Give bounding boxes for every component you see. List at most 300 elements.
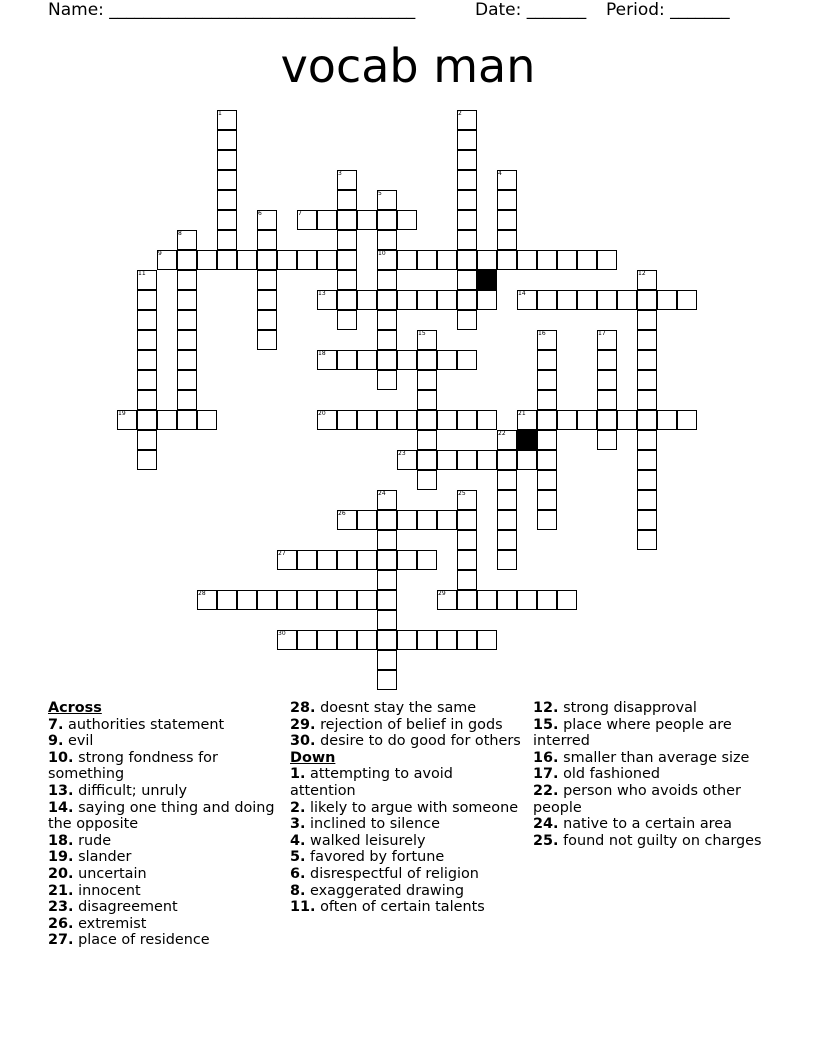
crossword-cell[interactable] [297,550,317,570]
crossword-cell[interactable] [337,410,357,430]
clue-number: 21. [48,882,74,899]
crossword-cell[interactable] [617,290,637,310]
crossword-cell[interactable] [377,350,397,370]
crossword-cell[interactable] [457,210,477,230]
clue-text: often of certain talents [315,899,485,916]
crossword-cell[interactable] [337,210,357,230]
crossword-cell[interactable] [637,490,657,510]
clue-number: 28. [290,700,316,716]
crossword-cell[interactable] [457,170,477,190]
clue-item [533,833,763,850]
clue-number: 13. [48,782,74,799]
clue-number: 30. [290,733,316,750]
crossword-cell[interactable] [177,310,197,330]
clue-item [290,816,522,833]
crossword-cell[interactable] [597,290,617,310]
clue-item [48,932,283,949]
clue-text: disrespectful of religion [305,865,479,882]
crossword-cell[interactable] [357,410,377,430]
crossword-cell[interactable] [237,250,257,270]
clue-item [533,750,763,767]
crossword-cell[interactable] [417,250,437,270]
clue-number-label: 6 [258,210,262,217]
crossword-cell[interactable] [417,510,437,530]
crossword-cell[interactable] [437,450,457,470]
clue-number: 10. [48,749,74,766]
crossword-cell[interactable] [377,590,397,610]
crossword-cell[interactable] [177,370,197,390]
clue-number-label: 19 [118,410,126,417]
crossword-cell[interactable] [577,250,597,270]
crossword-cell[interactable] [337,190,357,210]
across-heading: Across [48,700,102,716]
crossword-cell[interactable] [217,150,237,170]
clue-number: 1. [290,766,306,783]
clue-item [48,783,283,800]
clue-number: 23. [48,899,74,916]
crossword-cell[interactable] [377,410,397,430]
crossword-cell[interactable] [157,410,177,430]
crossword-cell[interactable] [417,390,437,410]
crossword-cell[interactable] [637,470,657,490]
clue-number-label: 21 [518,410,526,417]
crossword-cell[interactable] [537,250,557,270]
clue-text: exaggerated drawing [305,882,464,899]
crossword-cell[interactable] [557,290,577,310]
crossword-cell[interactable] [637,330,657,350]
crossword-cell[interactable] [497,190,517,210]
crossword-cell[interactable] [237,590,257,610]
crossword-cell[interactable] [357,550,377,570]
clue-item [290,766,522,799]
clue-number-label: 7 [298,210,302,217]
crossword-cell[interactable] [457,130,477,150]
crossword-cell[interactable] [317,210,337,230]
crossword-cell[interactable] [457,310,477,330]
crossword-cell[interactable] [637,410,657,430]
crossword-cell[interactable] [137,310,157,330]
clue-item [533,717,763,750]
clue-item [48,849,283,866]
date-field-label: Date: _______ [475,0,587,20]
clue-number-label: 17 [598,330,606,337]
crossword-cell[interactable] [397,250,417,270]
name-field-label: Name: ____________________________________ [48,0,416,20]
crossword-cell[interactable] [377,550,397,570]
clue-text: rejection of belief in gods [315,716,503,733]
clue-item [48,916,283,933]
crossword-cell[interactable] [377,330,397,350]
crossword-cell[interactable] [457,190,477,210]
crossword-cell[interactable] [537,470,557,490]
period-field-label: Period: _______ [606,0,730,20]
crossword-cell[interactable] [377,570,397,590]
crossword-cell[interactable] [377,230,397,250]
clue-number-label: 16 [538,330,546,337]
crossword-cell[interactable] [337,290,357,310]
crossword-cell[interactable] [137,430,157,450]
clue-number-label: 5 [378,190,382,197]
crossword-cell[interactable] [197,410,217,430]
clue-item [290,717,522,734]
crossword-cell[interactable] [637,430,657,450]
crossword-cell[interactable] [457,590,477,610]
crossword-cell[interactable] [577,410,597,430]
crossword-cell[interactable] [417,470,437,490]
clue-number-label: 22 [498,430,506,437]
crossword-cell[interactable] [177,250,197,270]
crossword-cell[interactable] [497,470,517,490]
crossword-cell[interactable] [357,210,377,230]
crossword-cell[interactable] [437,290,457,310]
clue-text: slander [73,849,132,866]
crossword-cell[interactable] [257,250,277,270]
crossword-cell[interactable] [337,310,357,330]
clue-number-label: 18 [318,350,326,357]
crossword-cell[interactable] [597,390,617,410]
crossword-cell[interactable] [137,450,157,470]
crossword-cell[interactable] [197,250,217,270]
clue-number: 20. [48,865,74,882]
clue-text: native to a certain area [558,816,732,833]
crossword-cell[interactable] [137,290,157,310]
clue-column-1 [48,700,283,949]
crossword-cell[interactable] [377,210,397,230]
clue-number: 29. [290,716,316,733]
crossword-cell[interactable] [537,350,557,370]
crossword-cell[interactable] [297,630,317,650]
crossword-cell[interactable] [397,630,417,650]
clue-number-label: 28 [198,590,206,597]
crossword-cell[interactable] [637,390,657,410]
crossword-cell[interactable] [657,410,677,430]
crossword-cell[interactable] [217,590,237,610]
crossword-cell[interactable] [437,630,457,650]
crossword-cell[interactable] [417,290,437,310]
crossword-cell[interactable] [457,410,477,430]
crossword-cell[interactable] [497,590,517,610]
crossword-cell[interactable] [457,630,477,650]
crossword-cell[interactable] [257,330,277,350]
crossword-cell[interactable] [597,350,617,370]
crossword-cell[interactable] [317,250,337,270]
crossword-cell[interactable] [377,370,397,390]
crossword-cell[interactable] [177,330,197,350]
crossword-cell[interactable] [457,270,477,290]
crossword-cell[interactable] [257,590,277,610]
crossword-cell[interactable] [377,530,397,550]
crossword-cell[interactable] [377,630,397,650]
crossword-cell[interactable] [357,350,377,370]
crossword-cell[interactable] [137,330,157,350]
crossword-cell[interactable] [677,410,697,430]
blocked-cell [477,270,497,290]
crossword-cell[interactable] [497,550,517,570]
crossword-cell[interactable] [597,430,617,450]
crossword-cell[interactable] [317,630,337,650]
crossword-cell[interactable] [257,290,277,310]
clue-number-label: 3 [338,170,342,177]
crossword-cell[interactable] [137,350,157,370]
clue-number-label: 10 [378,250,386,257]
crossword-cell[interactable] [617,410,637,430]
clue-text: place of residence [73,932,210,949]
crossword-cell[interactable] [217,250,237,270]
clue-number: 7. [48,716,64,733]
clue-number-label: 27 [278,550,286,557]
crossword-cell[interactable] [637,530,657,550]
crossword-cell[interactable] [397,550,417,570]
crossword-cell[interactable] [217,230,237,250]
clue-number-label: 30 [278,630,286,637]
clue-text: smaller than average size [558,749,750,766]
crossword-cell[interactable] [477,250,497,270]
clue-number-label: 25 [458,490,466,497]
crossword-cell[interactable] [217,190,237,210]
crossword-cell[interactable] [437,250,457,270]
crossword-cell[interactable] [377,510,397,530]
crossword-cell[interactable] [397,410,417,430]
crossword-cell[interactable] [177,290,197,310]
crossword-cell[interactable] [557,590,577,610]
crossword-cell[interactable] [457,510,477,530]
crossword-cell[interactable] [357,510,377,530]
clue-item [290,899,522,916]
clue-number-label: 2 [458,110,462,117]
crossword-cell[interactable] [497,450,517,470]
crossword-cell[interactable] [277,590,297,610]
crossword-cell[interactable] [177,390,197,410]
crossword-cell[interactable] [657,290,677,310]
clue-item [533,816,763,833]
clue-item [48,717,283,734]
clue-number: 19. [48,849,74,866]
clue-text: attempting to avoid attention [290,766,453,799]
crossword-cell[interactable] [597,370,617,390]
crossword-cell[interactable] [377,310,397,330]
crossword-cell[interactable] [457,250,477,270]
crossword-cell[interactable] [477,590,497,610]
crossword-cell[interactable] [557,410,577,430]
crossword-cell[interactable] [417,430,437,450]
crossword-cell[interactable] [457,290,477,310]
clue-number: 4. [290,832,306,849]
down-clues [290,766,522,915]
crossword-cell[interactable] [437,410,457,430]
crossword-cell[interactable] [417,550,437,570]
crossword-cell[interactable] [537,430,557,450]
crossword-cell[interactable] [537,490,557,510]
crossword-cell[interactable] [537,590,557,610]
clue-item [48,750,283,783]
crossword-cell[interactable] [417,450,437,470]
crossword-cell[interactable] [537,370,557,390]
crossword-cell[interactable] [457,450,477,470]
crossword-cell[interactable] [357,290,377,310]
crossword-cell[interactable] [357,630,377,650]
crossword-cell[interactable] [217,170,237,190]
clue-text: inclined to silence [305,816,441,833]
crossword-cell[interactable] [537,290,557,310]
crossword-cell[interactable] [337,350,357,370]
crossword-cell[interactable] [417,410,437,430]
crossword-cell[interactable] [517,450,537,470]
crossword-cell[interactable] [517,590,537,610]
clue-number-label: 8 [178,230,182,237]
crossword-cell[interactable] [497,510,517,530]
crossword-cell[interactable] [497,250,517,270]
crossword-cell[interactable] [137,370,157,390]
clue-column-2 [290,700,522,916]
crossword-cell[interactable] [337,250,357,270]
crossword-cell[interactable] [337,270,357,290]
crossword-cell[interactable] [337,550,357,570]
crossword-cell[interactable] [257,310,277,330]
crossword-cell[interactable] [457,150,477,170]
clue-number-label: 12 [638,270,646,277]
clue-number-label: 15 [418,330,426,337]
crossword-cell[interactable] [377,610,397,630]
crossword-cell[interactable] [637,450,657,470]
crossword-cell[interactable] [377,670,397,690]
clue-text: difficult; unruly [73,782,188,799]
clue-number: 24. [533,816,559,833]
crossword-cell[interactable] [397,510,417,530]
clue-item [48,899,283,916]
crossword-cell[interactable] [137,410,157,430]
crossword-cell[interactable] [217,210,237,230]
down-heading: Down [290,749,336,766]
crossword-cell[interactable] [377,290,397,310]
crossword-cell[interactable] [637,290,657,310]
crossword-cell[interactable] [177,410,197,430]
clue-number: 5. [290,849,306,866]
clue-number-label: 23 [398,450,406,457]
crossword-cell[interactable] [597,250,617,270]
crossword-cell[interactable] [457,230,477,250]
crossword-cell[interactable] [297,250,317,270]
puzzle-title: vocab man [280,39,536,93]
clue-number-label: 14 [518,290,526,297]
crossword-cell[interactable] [397,350,417,370]
crossword-cell[interactable] [397,290,417,310]
crossword-cell[interactable] [397,210,417,230]
crossword-cell[interactable] [457,530,477,550]
clue-number: 3. [290,816,306,833]
clue-item [290,833,522,850]
crossword-cell[interactable] [477,290,497,310]
crossword-cell[interactable] [537,450,557,470]
clue-text: desire to do good for others [315,733,521,750]
crossword-cell[interactable] [417,370,437,390]
clue-item [290,733,522,750]
crossword-cell[interactable] [597,410,617,430]
clue-number-label: 9 [158,250,162,257]
crossword-cell[interactable] [457,570,477,590]
crossword-cell[interactable] [637,310,657,330]
crossword-cell[interactable] [517,250,537,270]
crossword-cell[interactable] [457,350,477,370]
crossword-cell[interactable] [637,350,657,370]
crossword-cell[interactable] [477,630,497,650]
crossword-cell[interactable] [377,650,397,670]
crossword-cell[interactable] [337,230,357,250]
crossword-cell[interactable] [277,250,297,270]
crossword-cell[interactable] [177,270,197,290]
clue-text: innocent [73,882,141,899]
clue-item [533,783,763,816]
crossword-cell[interactable] [417,630,437,650]
crossword-cell[interactable] [637,370,657,390]
clue-number-label: 1 [218,110,222,117]
crossword-cell[interactable] [317,590,337,610]
clue-item [290,800,522,817]
clue-number: 27. [48,932,74,949]
crossword-cell[interactable] [577,290,597,310]
crossword-cell[interactable] [317,550,337,570]
crossword-cell[interactable] [357,590,377,610]
crossword-cell[interactable] [437,510,457,530]
crossword-cell[interactable] [497,490,517,510]
clue-number-label: 4 [498,170,502,177]
clue-number: 11. [290,899,316,916]
clue-number: 2. [290,799,306,816]
clue-number-label: 24 [378,490,386,497]
clue-item [48,800,283,833]
crossword-cell[interactable] [637,510,657,530]
crossword-cell[interactable] [437,350,457,370]
crossword-cell[interactable] [497,230,517,250]
crossword-cell[interactable] [537,410,557,430]
crossword-cell[interactable] [537,390,557,410]
crossword-cell[interactable] [677,290,697,310]
clue-text: walked leisurely [305,832,426,849]
crossword-cell[interactable] [477,450,497,470]
clue-number: 22. [533,782,559,799]
clue-number: 15. [533,716,559,733]
crossword-cell[interactable] [377,270,397,290]
clue-text: rude [73,832,112,849]
crossword-cell[interactable] [477,410,497,430]
clue-text: likely to argue with someone [305,799,519,816]
crossword-cell[interactable] [177,350,197,370]
crossword-cell[interactable] [417,350,437,370]
clue-number: 9. [48,733,64,750]
crossword-cell[interactable] [557,250,577,270]
crossword-cell[interactable] [257,270,277,290]
crossword-cell[interactable] [297,590,317,610]
crossword-cell[interactable] [337,630,357,650]
across-clues-continued [290,700,522,750]
crossword-cell[interactable] [497,210,517,230]
clue-number: 17. [533,766,559,783]
crossword-cell[interactable] [457,550,477,570]
clue-item [290,700,522,717]
clue-item [48,733,283,750]
crossword-cell[interactable] [497,530,517,550]
crossword-cell[interactable] [137,390,157,410]
crossword-cell[interactable] [537,510,557,530]
crossword-cell[interactable] [217,130,237,150]
clue-number: 14. [48,799,74,816]
clue-number: 16. [533,749,559,766]
clue-number: 8. [290,882,306,899]
clue-number: 26. [48,915,74,932]
clue-text: disagreement [73,899,178,916]
crossword-cell[interactable] [257,230,277,250]
crossword-cell[interactable] [337,590,357,610]
clue-text: strong disapproval [558,700,697,716]
